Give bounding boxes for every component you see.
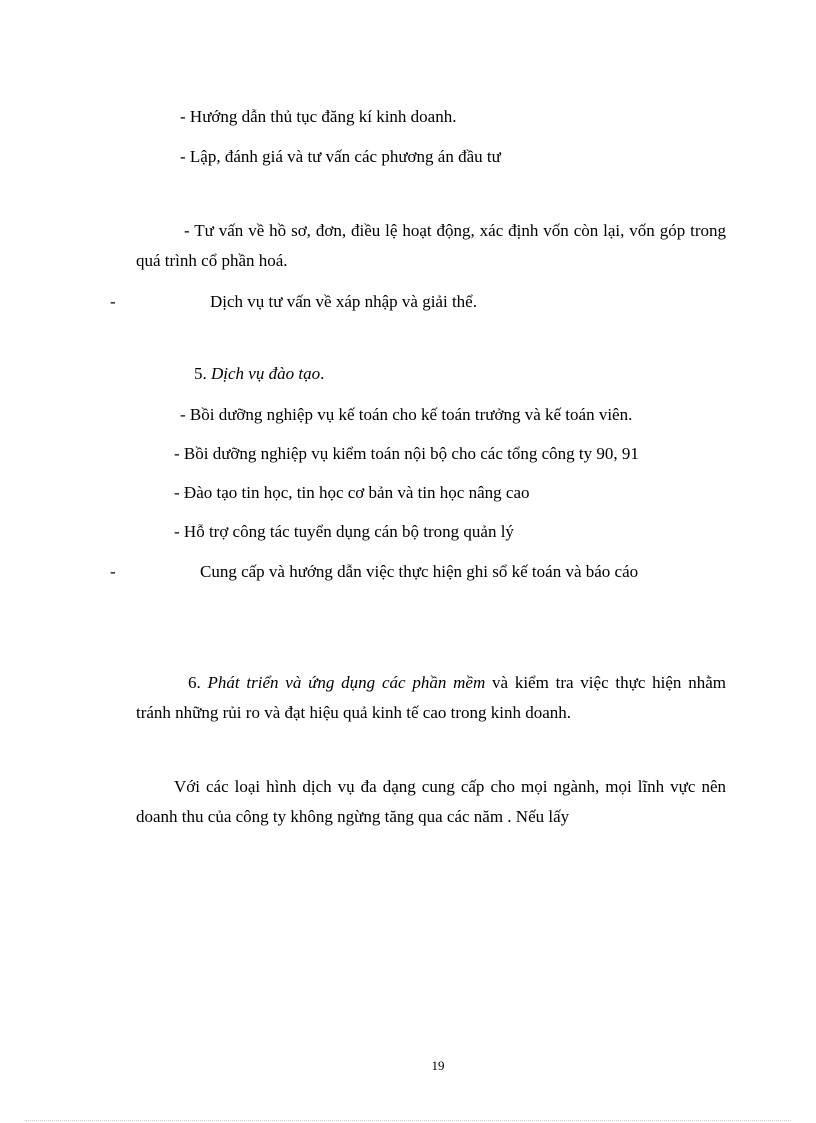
section-heading-training	[194, 364, 324, 384]
bullet-audit-training: - Bồi dưỡng nghiệp vụ kiểm toán nội bộ cho các tổng công ty 90, 91	[174, 444, 639, 463]
list-dash: -	[110, 292, 116, 311]
page-number: 19	[431, 1058, 445, 1073]
section-number: 6.	[188, 673, 208, 692]
bullet-accounting-training: - Bồi dưỡng nghiệp vụ kế toán cho kế toán trưởng và kế toán viên.	[180, 405, 633, 424]
section-title: Phát triển và ứng dụng các phần mềm	[207, 673, 486, 692]
bullet-guide-registration: - Hướng dẫn thủ tục đăng kí kinh doanh.	[180, 107, 457, 126]
revenue-paragraph: Với các loại hình dịch vụ đa dạng cung cấp cho mọi ngành, mọi lĩnh vực nên doanh thu của công ty không ngừng tăng qua các năm . Nếu lấy	[136, 777, 726, 826]
section-title: Dịch vụ đào tạo	[211, 364, 321, 383]
bullet-recruitment-support: - Hỗ trợ công tác tuyển dụng cán bộ trong quản lý	[174, 522, 514, 541]
bullet-merger-consulting: Dịch vụ tư vấn về xáp nhập và giải thể.	[210, 292, 477, 311]
bullet-dossier-consulting: - Tư vấn về hồ sơ, đơn, điều lệ hoạt động, xác định vốn còn lại, vốn góp trong quá trình cổ phần hoá.	[136, 221, 726, 270]
section-software-development	[136, 668, 726, 728]
section-period: .	[320, 364, 325, 383]
bullet-it-training: - Đào tạo tin học, tin học cơ bản và tin học nâng cao	[174, 483, 530, 502]
bullet-bookkeeping: Cung cấp và hướng dẫn việc thực hiện ghi sổ kế toán và báo cáo	[200, 562, 639, 581]
bullet-investment-plans: - Lập, đánh giá và tư vấn các phương án đầu tư	[180, 147, 501, 166]
list-dash: -	[110, 562, 116, 581]
section-body: và kiểm tra việc thực hiện nhằm tránh những rủi ro và đạt hiệu quả kinh tế cao trong kinh doanh.	[136, 673, 726, 722]
page-bottom-rule	[25, 1120, 791, 1121]
section-number: 5.	[194, 364, 211, 383]
